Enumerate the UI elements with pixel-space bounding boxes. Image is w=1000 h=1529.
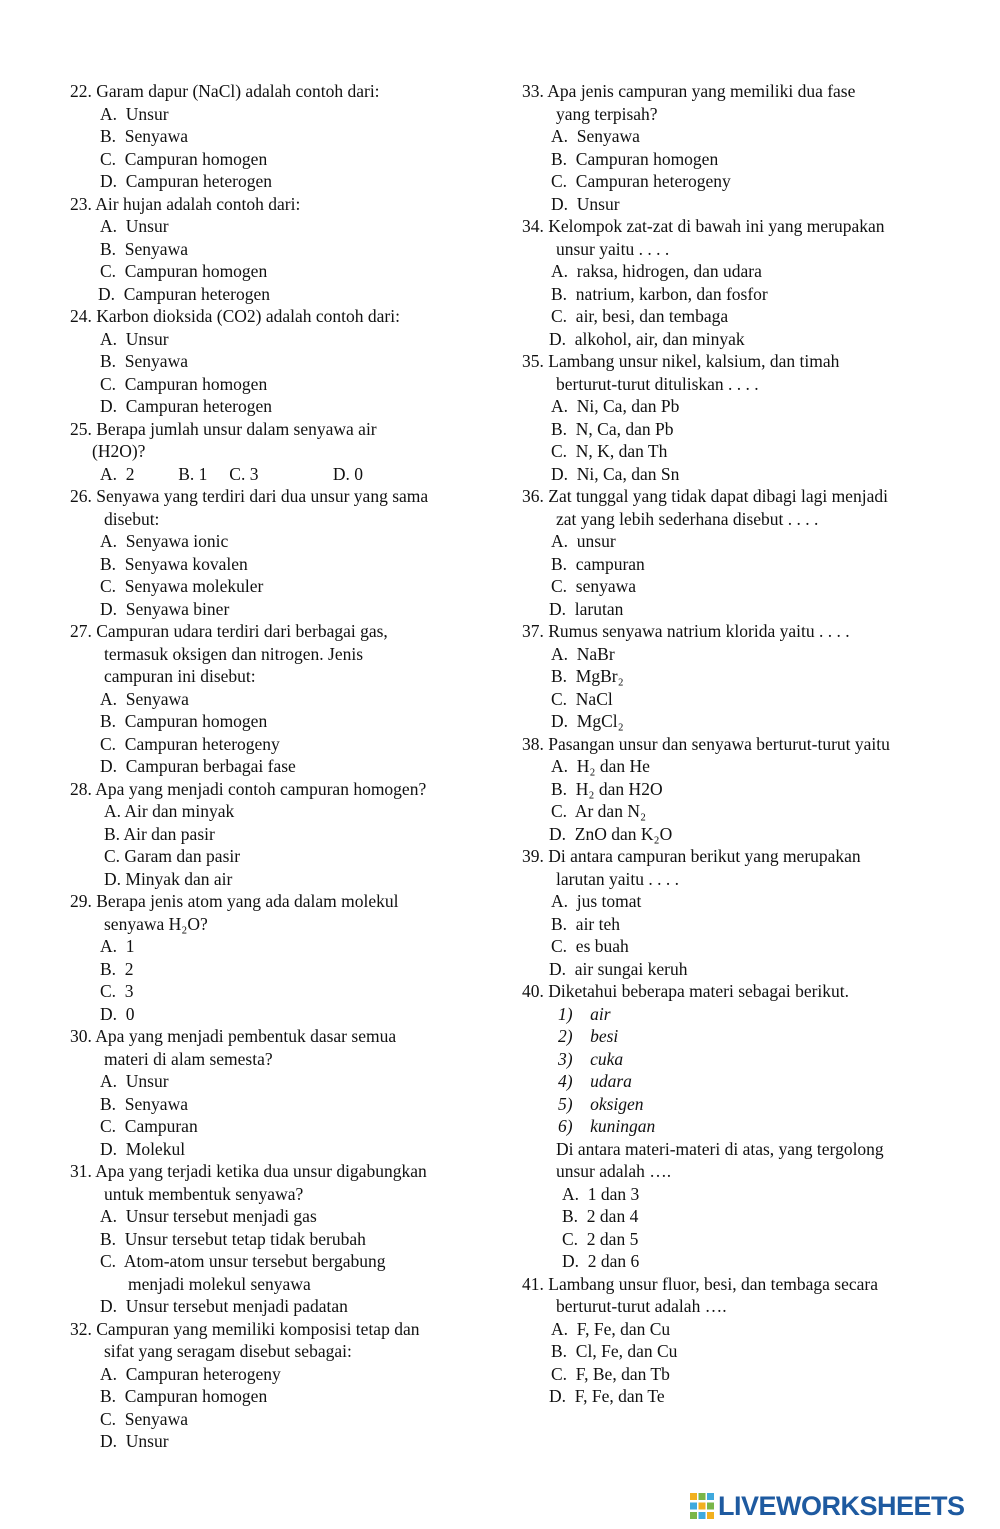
answer-option: A. 1 dan 3 <box>562 1184 640 1204</box>
question-text-line: unsur adalah …. <box>556 1161 672 1181</box>
answer-option: A. Air dan minyak <box>104 801 235 821</box>
answer-option: B. 2 dan 4 <box>562 1206 639 1226</box>
materials-list-item: 6) kuningan <box>558 1116 656 1136</box>
answer-option: A. NaBr <box>551 644 615 664</box>
question-stem: 23. Air hujan adalah contoh dari: <box>70 194 301 214</box>
answer-option: C. NaCl <box>551 689 613 709</box>
answer-option: B. Senyawa <box>100 351 188 371</box>
question-text-line: unsur yaitu . . . . <box>556 239 670 259</box>
answer-option: B. Air dan pasir <box>104 824 215 844</box>
question-stem: 25. Berapa jumlah unsur dalam senyawa air <box>70 419 377 439</box>
answer-option: B. Senyawa <box>100 239 188 259</box>
answer-option: D. Unsur <box>551 194 620 214</box>
question-text-line: materi di alam semesta? <box>104 1049 273 1069</box>
answer-option: B. Senyawa <box>100 1094 188 1114</box>
answer-option: D. 0 <box>100 1004 135 1024</box>
answer-option: A. H₂ dan He <box>551 756 650 776</box>
answer-option: B. Unsur tersebut tetap tidak berubah <box>100 1229 366 1249</box>
answer-option: D. Campuran heterogen <box>98 284 271 304</box>
answer-option: A. 1 <box>100 936 135 956</box>
answer-option: A. jus tomat <box>551 891 642 911</box>
answer-option: C. es buah <box>551 936 629 956</box>
answer-option: D. Unsur <box>100 1431 169 1451</box>
question-stem: 24. Karbon dioksida (CO2) adalah contoh dari: <box>70 306 400 326</box>
answer-option: D. air sungai keruh <box>549 959 688 979</box>
liveworksheets-logo[interactable] <box>690 1490 990 1522</box>
question-text-line: yang terpisah? <box>556 104 658 124</box>
question-stem: 28. Apa yang menjadi contoh campuran homogen? <box>70 779 427 799</box>
question-stem: 22. Garam dapur (NaCl) adalah contoh dari: <box>70 81 380 101</box>
answer-option: B. MgBr₂ <box>551 666 624 686</box>
question-stem: 27. Campuran udara terdiri dari berbagai gas, <box>70 621 388 641</box>
question-text-line: untuk membentuk senyawa? <box>104 1184 304 1204</box>
question-text-line: termasuk oksigen dan nitrogen. Jenis <box>104 644 364 664</box>
answer-option: D. Campuran berbagai fase <box>100 756 296 776</box>
question-text-line: zat yang lebih sederhana disebut . . . . <box>556 509 819 529</box>
answer-option: C. Campuran heterogeny <box>551 171 731 191</box>
answer-option: A. raksa, hidrogen, dan udara <box>551 261 762 281</box>
answer-option: C. F, Be, dan Tb <box>551 1364 670 1384</box>
answer-option: D. Ni, Ca, dan Sn <box>551 464 680 484</box>
materials-list-item: 4) udara <box>558 1071 632 1091</box>
answer-option: C. Campuran homogen <box>100 149 268 169</box>
question-stem: 34. Kelompok zat-zat di bawah ini yang merupakan <box>522 216 885 236</box>
answer-option: C. 3 <box>100 981 134 1001</box>
answer-option: D. ZnO dan K₂O <box>549 824 673 844</box>
answer-option: D. Unsur tersebut menjadi padatan <box>100 1296 348 1316</box>
answer-option: A. Unsur <box>100 329 169 349</box>
materials-list-item: 5) oksigen <box>558 1094 644 1114</box>
materials-list-item: 1) air <box>558 1004 611 1024</box>
liveworksheets-logo-icon <box>690 1493 714 1519</box>
question-stem: 33. Apa jenis campuran yang memiliki dua fase <box>522 81 856 101</box>
question-text-line: (H2O)? <box>92 441 146 461</box>
question-stem: 32. Campuran yang memiliki komposisi tetap dan <box>70 1319 420 1339</box>
answer-option: C. N, K, dan Th <box>551 441 668 461</box>
answer-option: D. Molekul <box>100 1139 186 1159</box>
answer-option: C. air, besi, dan tembaga <box>551 306 729 326</box>
question-stem: 37. Rumus senyawa natrium klorida yaitu . . . . <box>522 621 850 641</box>
question-text-line: menjadi molekul senyawa <box>128 1274 311 1294</box>
answer-option: C. Ar dan N₂ <box>551 801 647 821</box>
answer-option: C. Campuran <box>100 1116 198 1136</box>
answer-option: B. Campuran homogen <box>100 711 268 731</box>
answer-option: C. Senyawa <box>100 1409 188 1429</box>
answer-option: A. 2 B. 1 C. 3 D. 0 <box>100 464 363 484</box>
answer-option: D. F, Fe, dan Te <box>549 1386 665 1406</box>
answer-option: A. Ni, Ca, dan Pb <box>551 396 680 416</box>
answer-option: D. Minyak dan air <box>104 869 233 889</box>
logo-text: LIVEWORKSHEETS <box>718 1491 965 1521</box>
question-stem: 41. Lambang unsur fluor, besi, dan tembaga secara <box>522 1274 878 1294</box>
question-stem: 35. Lambang unsur nikel, kalsium, dan timah <box>522 351 840 371</box>
question-stem: 31. Apa yang terjadi ketika dua unsur digabungkan <box>70 1161 427 1181</box>
answer-option: B. Senyawa <box>100 126 188 146</box>
question-text-line: senyawa H₂O? <box>104 914 208 934</box>
question-stem: 36. Zat tunggal yang tidak dapat dibagi lagi menjadi <box>522 486 888 506</box>
answer-option: A. Unsur <box>100 216 169 236</box>
answer-option: D. alkohol, air, dan minyak <box>549 329 745 349</box>
question-text-line: larutan yaitu . . . . <box>556 869 679 889</box>
answer-option: A. Unsur <box>100 104 169 124</box>
question-text-line: sifat yang seragam disebut sebagai: <box>104 1341 352 1361</box>
answer-option: B. Senyawa kovalen <box>100 554 248 574</box>
question-text-line: disebut: <box>104 509 160 529</box>
answer-option: A. Unsur tersebut menjadi gas <box>100 1206 317 1226</box>
answer-option: C. Campuran heterogeny <box>100 734 280 754</box>
answer-option: C. Garam dan pasir <box>104 846 241 866</box>
answer-option: D. 2 dan 6 <box>562 1251 640 1271</box>
answer-option: B. Campuran homogen <box>551 149 719 169</box>
materials-list-item: 3) cuka <box>558 1049 624 1069</box>
question-stem: 38. Pasangan unsur dan senyawa berturut-turut yaitu <box>522 734 890 754</box>
question-text-line: berturut-turut dituliskan . . . . <box>556 374 759 394</box>
question-text-line: campuran ini disebut: <box>104 666 256 686</box>
question-stem: 39. Di antara campuran berikut yang merupakan <box>522 846 861 866</box>
answer-option: B. air teh <box>551 914 621 934</box>
answer-option: B. 2 <box>100 959 134 979</box>
answer-option: D. larutan <box>549 599 624 619</box>
question-stem: 29. Berapa jenis atom yang ada dalam molekul <box>70 891 399 911</box>
answer-option: C. Campuran homogen <box>100 261 268 281</box>
answer-option: A. F, Fe, dan Cu <box>551 1319 671 1339</box>
answer-option: C. Senyawa molekuler <box>100 576 264 596</box>
question-text-line: berturut-turut adalah …. <box>556 1296 727 1316</box>
answer-option: C. Campuran homogen <box>100 374 268 394</box>
question-stem: 26. Senyawa yang terdiri dari dua unsur yang sama <box>70 486 429 506</box>
answer-option: D. Campuran heterogen <box>100 171 273 191</box>
answer-option: C. Atom-atom unsur tersebut bergabung <box>100 1251 386 1271</box>
answer-option: A. unsur <box>551 531 616 551</box>
answer-option: B. campuran <box>551 554 645 574</box>
answer-option: C. 2 dan 5 <box>562 1229 639 1249</box>
answer-option: B. Campuran homogen <box>100 1386 268 1406</box>
answer-option: A. Unsur <box>100 1071 169 1091</box>
answer-option: B. N, Ca, dan Pb <box>551 419 674 439</box>
answer-option: B. Cl, Fe, dan Cu <box>551 1341 678 1361</box>
question-stem: 30. Apa yang menjadi pembentuk dasar semua <box>70 1026 397 1046</box>
answer-option: B. H₂ dan H2O <box>551 779 663 799</box>
answer-option: B. natrium, karbon, dan fosfor <box>551 284 768 304</box>
answer-option: D. Campuran heterogen <box>100 396 273 416</box>
question-stem: 40. Diketahui beberapa materi sebagai berikut. <box>522 981 850 1001</box>
answer-option: D. MgCl₂ <box>551 711 624 731</box>
answer-option: D. Senyawa biner <box>100 599 230 619</box>
answer-option: A. Senyawa <box>551 126 640 146</box>
question-text-line: Di antara materi-materi di atas, yang tergolong <box>556 1139 884 1159</box>
answer-option: C. senyawa <box>551 576 637 596</box>
answer-option: A. Campuran heterogeny <box>100 1364 281 1384</box>
answer-option: A. Senyawa ionic <box>100 531 229 551</box>
materials-list-item: 2) besi <box>558 1026 619 1046</box>
answer-option: A. Senyawa <box>100 689 189 709</box>
